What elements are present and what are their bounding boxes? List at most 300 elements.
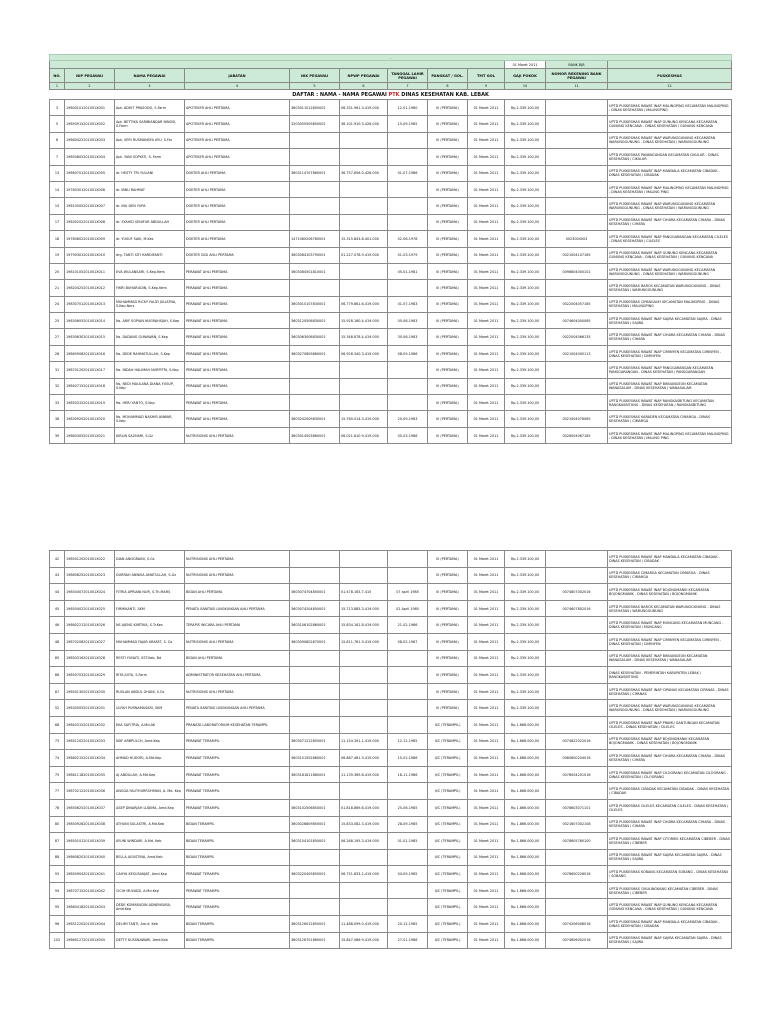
- column-number: 7: [388, 83, 428, 90]
- table-row: [50, 231, 732, 247]
- table-cell: 0021607002108: [546, 816, 608, 833]
- table-cell: 0021004000113: [546, 345, 608, 361]
- table-cell: [546, 650, 608, 667]
- table-row: [50, 100, 732, 116]
- table-cell: PERAWAT AHLI PERTAMA: [185, 280, 290, 296]
- table-cell: 3603084103790001: [290, 247, 340, 263]
- column-header: TANGGAL LAHIR PEGAWAI: [388, 69, 428, 83]
- table-cell: [290, 362, 340, 378]
- table-cell: Ns. HERI YANTO, S.Kep: [115, 395, 185, 411]
- table-cell: PERAWAT TERAMPIL: [185, 899, 290, 916]
- table-cell: 01 Maret 2011: [468, 683, 505, 700]
- table-cell: 20-12-1985: [388, 916, 428, 933]
- table-cell: 19780301201001X006: [65, 181, 115, 197]
- table-cell: 12-01-1980: [388, 100, 428, 116]
- table-cell: Rp.2.339.100,00: [505, 427, 546, 443]
- table-cell: DIAN ANGGRAINI, S.Gz: [115, 551, 185, 568]
- table-cell: [290, 650, 340, 667]
- table-cell: 87: [50, 833, 65, 850]
- column-number: 6: [340, 83, 388, 90]
- table-cell: II/C (TERAMPIL): [428, 833, 468, 850]
- table-cell: 01 Maret 2011: [468, 395, 505, 411]
- table-cell: [388, 783, 428, 800]
- table-cell: 19870208201001X027: [65, 633, 115, 650]
- table-cell: 3603106102860001: [290, 617, 340, 634]
- table-cell: 06.887.481.3-419.000: [340, 750, 388, 767]
- table-cell: dr. IBNU RAHMAT: [115, 181, 185, 197]
- column-header: NAMA PEGAWAI: [115, 69, 185, 83]
- table-cell: 19840315201001X032: [65, 716, 115, 733]
- table-cell: 3603090802870001: [290, 633, 340, 650]
- table-cell: [290, 181, 340, 197]
- table-cell: UPTD PUSKESMAS RAWAT INAP MANDALA KECAMATAN CIBADAK - DINAS KESEHATAN / CIBADAK: [608, 551, 732, 568]
- table-cell: 19850928201001X038: [65, 816, 115, 833]
- table-cell: UPTD PUSKESMAS RAWAT INAP MUNCANG KECAMATAN MUNCANG - DINAS KESEHATAN / MUNCANG: [608, 617, 732, 634]
- table-cell: 0078004201016: [546, 766, 608, 783]
- table-cell: 11.139.369.8-419.000: [340, 766, 388, 783]
- table-cell: 3603014503860001: [290, 427, 340, 443]
- column-number: 8: [428, 83, 468, 90]
- table-cell: [388, 849, 428, 866]
- table-cell: 19800101201001X001: [65, 100, 115, 116]
- table-cell: [340, 899, 388, 916]
- table-cell: 3603270809860001: [290, 345, 340, 361]
- table-cell: PERAWAT TERAMPIL: [185, 882, 290, 899]
- table-cell: III (PERTAMA): [428, 198, 468, 214]
- table-cell: [290, 667, 340, 684]
- table-cell: [546, 667, 608, 684]
- table-cell: 01 Maret 2011: [468, 866, 505, 883]
- table-cell: UPTD PUSKESMAS RAWAT INAP SAJIRA KECAMATAN SAJIRA - DINAS KESEHATAN / SAJIRA: [608, 313, 732, 329]
- table-cell: Rp.2.339.100,00: [505, 313, 546, 329]
- table-cell: 85: [50, 650, 65, 667]
- table-cell: TERAPIS WICARA AHLI PERTAMA: [185, 617, 290, 634]
- table-cell: [546, 551, 608, 568]
- table-cell: II/C (TERAMPIL): [428, 816, 468, 833]
- table-cell: Rp.1.866.000,00: [505, 716, 546, 733]
- table-cell: Rp.2.339.100,00: [505, 116, 546, 132]
- table-cell: UPTD PUSKESMAS PANANCANGAN KECAMATAN CIKULUR - DINAS KESEHATAN / CIKULUR: [608, 149, 732, 165]
- table-cell: [388, 716, 428, 733]
- table-cell: UPTD PUSKESMAS CILELES KECAMATAN CILELES - DINAS KESEHATAN / CILELES: [608, 799, 732, 816]
- table-cell: [388, 198, 428, 214]
- table-cell: III (PERTAMA): [428, 617, 468, 634]
- table-cell: NUTRISIONIS AHLI PERTAMA: [185, 633, 290, 650]
- table-cell: III (PERTAMA): [428, 667, 468, 684]
- table-cell: 0078605760100: [546, 833, 608, 850]
- table-cell: [546, 149, 608, 165]
- table-cell: 15.847.086.9-419.000: [340, 932, 388, 949]
- table-cell: 01 Maret 2011: [468, 833, 505, 850]
- table-cell: DETTY KUSSNAWARI, Amd.Keb: [115, 932, 185, 949]
- table-cell: 19850315201001X019: [65, 395, 115, 411]
- top-rows: [50, 100, 732, 444]
- table-row: [50, 750, 732, 767]
- table-cell: PENATA SANITASI LINGKUNGAN AHLI PERTAMA: [185, 700, 290, 717]
- table-cell: 19830605201001X014: [65, 313, 115, 329]
- table-row: [50, 395, 732, 411]
- table-cell: DEDE KOMARUDIN ADNENSURA, Amd.Kep: [115, 899, 185, 916]
- table-cell: PERAWAT AHLI PERTAMA: [185, 296, 290, 312]
- table-cell: III (PERTAMA): [428, 345, 468, 361]
- table-cell: 94: [50, 882, 65, 899]
- table-cell: [290, 149, 340, 165]
- column-header: NOMOR REKENING BANK PEGAWAI: [546, 69, 608, 83]
- table-cell: Rp.2.339.100,00: [505, 181, 546, 197]
- table-cell: Rp.1.866.000,00: [505, 899, 546, 916]
- sheet-grid: [49, 550, 732, 949]
- table-cell: 01 Maret 2011: [468, 799, 505, 816]
- table-cell: 01 Maret 2011: [468, 932, 505, 949]
- table-cell: UPTD PUSKESMAS RAWAT INAP SAJIRA KECAMATAN SAJIRA - DINAS KESEHATAN / SAJIRA: [608, 932, 732, 949]
- table-cell: ATHUNI SULASTRI, A.Md.Keb: [115, 816, 185, 833]
- table-cell: Rp.2.339.100,00: [505, 584, 546, 601]
- table-cell: NDF ARBPULCH, Amd.Kep: [115, 733, 185, 750]
- table-cell: Ns. DADANG GUNAWAN, S.Kep: [115, 329, 185, 345]
- table-cell: 24: [50, 296, 65, 312]
- table-cell: BIDAN TERAMPIL: [185, 816, 290, 833]
- table-cell: BIDAN TERAMPIL: [185, 932, 290, 949]
- table-cell: UPTD PUSKESMAS RAWAT INAP PRAMU GANTUNGAN KECAMATAN CILELES - DINAS KESEHATAN / CILELES: [608, 716, 732, 733]
- table-row: [50, 617, 732, 634]
- table-cell: UPTD PUSKESMAS RAWAT INAP MALINGPING KECAMATAN MALINGPING - DINAS KESEHATAN / MALING PING: [608, 181, 732, 197]
- table-cell: 05-06-1983: [388, 313, 428, 329]
- table-cell: III (PERTAMA): [428, 214, 468, 230]
- header-dot: -: [50, 55, 732, 61]
- table-cell: PERAWAT TERAMPIL: [185, 750, 290, 767]
- table-row: [50, 716, 732, 733]
- table-cell: 19860908201001X016: [65, 345, 115, 361]
- table-cell: [340, 280, 388, 296]
- table-cell: 04-09-1985: [388, 866, 428, 883]
- table-cell: 01 Maret 2011: [468, 263, 505, 279]
- table-cell: 3603102506850001: [290, 799, 340, 816]
- table-row: [50, 263, 732, 279]
- table-cell: PERAWAT TERAMPIL: [185, 799, 290, 816]
- table-cell: [546, 683, 608, 700]
- table-cell: UPTD PUSKESMAS RAWAT INAP BOJONGMANIK KECAMATAN BOJONGMANIK - DINAS KESEHATAN / BOJONGMANIK: [608, 584, 732, 601]
- table-cell: 3603120506830001: [290, 313, 340, 329]
- table-cell: [546, 783, 608, 800]
- table-cell: APOTEKER AHLI PERTAMA: [185, 149, 290, 165]
- table-cell: PERAWAT AHLI PERTAMA: [185, 329, 290, 345]
- table-cell: [546, 378, 608, 394]
- table-cell: [340, 650, 388, 667]
- table-row: [50, 181, 732, 197]
- table-cell: 01-01-1985: [388, 833, 428, 850]
- table-cell: III (PERTAMA): [428, 100, 468, 116]
- table-cell: [340, 362, 388, 378]
- table-cell: 19850316201001X028: [65, 650, 115, 667]
- table-cell: drg. TANTI SITI HARDIYANTI: [115, 247, 185, 263]
- table-cell: 01 Maret 2011: [468, 100, 505, 116]
- table-cell: 25-06-1985: [388, 799, 428, 816]
- table-cell: PERAWAT AHLI PERTAMA: [185, 313, 290, 329]
- table-cell: III (PERTAMA): [428, 411, 468, 427]
- table-cell: 86: [50, 667, 65, 684]
- table-cell: 3: [50, 100, 65, 116]
- table-cell: 02 April 1985: [388, 600, 428, 617]
- table-cell: 7: [50, 149, 65, 165]
- table-cell: 15-02-1986: [388, 750, 428, 767]
- table-cell: [546, 716, 608, 733]
- table-row: [50, 600, 732, 617]
- table-cell: [546, 899, 608, 916]
- column-header: NIK PEGAWAI: [290, 69, 340, 83]
- table-cell: [340, 149, 388, 165]
- table-cell: [388, 214, 428, 230]
- table-cell: [546, 214, 608, 230]
- table-row: [50, 362, 732, 378]
- table-cell: PERAWAT TERAMPIL: [185, 866, 290, 883]
- table-cell: 19790301201001X010: [65, 247, 115, 263]
- table-cell: 19840715201001X018: [65, 378, 115, 394]
- table-cell: UPTD PUSKESMAS RAWAT INAP WARUNGGUNUNG KECAMATAN WARUNGGUNUNG - DINAS KESEHATAN / WARUNGGUNUNG: [608, 198, 732, 214]
- table-cell: 102: [50, 932, 65, 949]
- table-row: [50, 766, 732, 783]
- column-number: 5: [290, 83, 340, 90]
- table-cell: UPTD PUSKESMAS RAWAT INAP MANDALA KECAMATAN CIBADAK - DINAS KESEHATAN / CIBADAK: [608, 165, 732, 181]
- table-cell: 0022004066135: [546, 329, 608, 345]
- table-cell: [340, 132, 388, 148]
- table-cell: 19860221201001X026: [65, 617, 115, 634]
- table-cell: PERAWAT AHLI PERTAMA: [185, 378, 290, 394]
- table-cell: [546, 100, 608, 116]
- table-cell: II/C (TERAMPIL): [428, 733, 468, 750]
- table-cell: 39: [50, 427, 65, 443]
- table-cell: III (PERTAMA): [428, 313, 468, 329]
- table-cell: [290, 567, 340, 584]
- table-cell: [546, 181, 608, 197]
- table-cell: 19830920201001X020: [65, 411, 115, 427]
- table-cell: [340, 783, 388, 800]
- table-cell: RITA JUITA, S.Farm: [115, 667, 185, 684]
- table-cell: Apt. YANI SOPYATI, S. Farm: [115, 149, 185, 165]
- table-cell: RESTI YUNATI, SST.Keb, Bd: [115, 650, 185, 667]
- table-cell: 01 Maret 2011: [468, 231, 505, 247]
- table-cell: 15.834.161.8-419.000: [340, 617, 388, 634]
- table-cell: II/C (TERAMPIL): [428, 882, 468, 899]
- table-cell: 11.488.099.0-419.000: [340, 916, 388, 933]
- header-date-row: [50, 61, 732, 69]
- table-cell: [388, 882, 428, 899]
- table-cell: PRANATA LABORATORIUM KESEHATAN TERAMPIL: [185, 716, 290, 733]
- table-cell: UPTD PUSKESMAS RAWAT INAP RANGKASBITUNG KECAMATAN RANGKASBITUNG - DINAS KESEHATAN / RANGKASBITUNG: [608, 395, 732, 411]
- table-cell: UPTD PUSKESMAS RAWAT INAP WARUNGGUNUNG KECAMATAN WARUNGGUNUNG - DINAS KESEHATAN / WARUNGGUNUNG: [608, 700, 732, 717]
- table-cell: EKA SAFITRIA, A.Md.AK: [115, 716, 185, 733]
- table-cell: BELLA AGUSTINA, Amd.Keb: [115, 849, 185, 866]
- table-cell: 3603126701860001: [290, 932, 340, 949]
- table-cell: 15.315.843.8-401.000: [340, 231, 388, 247]
- table-row: [50, 345, 732, 361]
- table-cell: III (PERTAMA): [428, 296, 468, 312]
- table-cell: III (PERTAMA): [428, 280, 468, 296]
- table-cell: 01 Maret 2011: [468, 247, 505, 263]
- table-cell: 19850703201001X029: [65, 667, 115, 684]
- table-cell: UPTD PUSKESMAS CIPANGAUH KECAMATAN MALINGPING - DINAS KESEHATAN / MALINGPING: [608, 296, 732, 312]
- table-cell: [546, 633, 608, 650]
- table-cell: 19850915201001X002: [65, 116, 115, 132]
- table-row: [50, 427, 732, 443]
- table-cell: dr. SYAHID SENIFUR ABDULLAH: [115, 214, 185, 230]
- table-cell: [290, 198, 340, 214]
- table-cell: II/C (TERAMPIL): [428, 916, 468, 933]
- table-cell: UPTD PUSKESMAS RAWAT INAP CIHARA KECAMATAN CIHARA - DINAS KESEHATAN / CIHARA: [608, 329, 732, 345]
- employee-table-top: [49, 54, 731, 444]
- column-number-row: [50, 83, 732, 90]
- table-cell: 19860418201001X043: [65, 899, 115, 916]
- table-row: [50, 866, 732, 883]
- table-row: [50, 650, 732, 667]
- table-cell: 15.348.878.4-419.000: [340, 329, 388, 345]
- table-cell: III (PERTAMA): [428, 263, 468, 279]
- table-cell: III (PERTAMA): [428, 181, 468, 197]
- table-cell: 43: [50, 567, 65, 584]
- table-cell: 46: [50, 617, 65, 634]
- table-cell: 15: [50, 198, 65, 214]
- table-cell: AJ ABDILLAH, A.Md.Kep: [115, 766, 185, 783]
- table-cell: PERAWAT TERAMPIL: [185, 766, 290, 783]
- table-cell: Rp.2.339.100,00: [505, 378, 546, 394]
- table-cell: BIDAN AHLI PERTAMA: [185, 584, 290, 601]
- table-cell: Rp.1.866.000,00: [505, 932, 546, 949]
- table-cell: 38: [50, 411, 65, 427]
- table-cell: Rp.1.866.000,00: [505, 733, 546, 750]
- table-cell: III (PERTAMA): [428, 362, 468, 378]
- table-cell: Rp.2.339.100,00: [505, 600, 546, 617]
- table-cell: [340, 198, 388, 214]
- table-cell: Rp.2.339.100,00: [505, 132, 546, 148]
- table-cell: 3203055509850002: [290, 116, 340, 132]
- table-cell: III (PERTAMA): [428, 395, 468, 411]
- table-cell: III (PERTAMA): [428, 567, 468, 584]
- table-cell: Rp.1.866.000,00: [505, 849, 546, 866]
- table-cell: UPTD PUSKESMAS BAROS KECAMATAN WARUNGGUNUNG - DINAS KESEHATAN / WARUNGGUNUNG: [608, 600, 732, 617]
- table-cell: 19850130201001X030: [65, 683, 115, 700]
- table-cell: RUSLAN ABDUL GHANI, S.Gz: [115, 683, 185, 700]
- table-cell: [546, 132, 608, 148]
- table-cell: 01 Maret 2011: [468, 633, 505, 650]
- table-cell: 3603026809850001: [290, 816, 340, 833]
- table-cell: Ns. NEDI MAULANA DIANA YUSUP, S.Kep: [115, 378, 185, 394]
- table-cell: Ns. MOHAMMAD NASHIR ANWAR, S.Kep: [115, 411, 185, 427]
- table-cell: 20: [50, 263, 65, 279]
- table-cell: 3603126012850001: [290, 916, 340, 933]
- column-number: 10: [505, 83, 546, 90]
- title-suffix: DINAS KESEHATAN KAB. LEBAK: [401, 91, 489, 98]
- table-cell: 87: [50, 683, 65, 700]
- table-cell: 88: [50, 849, 65, 866]
- table-cell: UPTD PUSKESMAS CIBADAK KECAMATAN CIBADAK - DINAS KESEHATAN / CIBADAK: [608, 783, 732, 800]
- column-header: PANGKAT / GOL.: [428, 69, 468, 83]
- table-cell: 30-06-1983: [388, 329, 428, 345]
- table-cell: 08-09-1986: [388, 345, 428, 361]
- table-cell: 0080800204016: [546, 750, 608, 767]
- table-cell: UPTD PUSKESMAS KOBANG KECAMATAN SOBANG - DINAS KESEHATAN / SOBANG: [608, 866, 732, 883]
- table-row: [50, 551, 732, 568]
- table-cell: Rp.1.866.000,00: [505, 866, 546, 883]
- table-cell: 3603181811860001: [290, 766, 340, 783]
- table-cell: 32: [50, 378, 65, 394]
- table-cell: Rp.2.339.100,00: [505, 667, 546, 684]
- table-cell: II/C (TERAMPIL): [428, 716, 468, 733]
- table-cell: 28-09-1985: [388, 816, 428, 833]
- table-cell: 01 Maret 2011: [468, 378, 505, 394]
- table-cell: 12-12-1985: [388, 733, 428, 750]
- table-cell: UPTD PUSKESMAS RAWAT INAP GUNUNG KENCANA KECAMATAN GUNUNG KENCANA - DINAS KESEHATAN / GUNUNG KENCANA: [608, 899, 732, 916]
- column-header: NIP PEGAWAI: [65, 69, 115, 83]
- table-row: [50, 700, 732, 717]
- table-cell: FIRMIKANTI, SKM: [115, 600, 185, 617]
- table-cell: 01 Maret 2011: [468, 617, 505, 634]
- table-cell: DURRAH ANNISA AMATULLAH, S.Gz: [115, 567, 185, 584]
- table-cell: 01 Maret 2011: [468, 600, 505, 617]
- table-cell: [340, 683, 388, 700]
- table-cell: 19860305201001X021: [65, 427, 115, 443]
- table-cell: ULFAH PURNAMASARI, SKM: [115, 700, 185, 717]
- table-cell: PENATA SANITASI LINGKUNGAN AHLI PERTAMA: [185, 600, 290, 617]
- table-cell: 31: [50, 362, 65, 378]
- table-cell: [388, 378, 428, 394]
- table-cell: UPTD PUSKESMAS RAWAT INAP MALINGPING KECAMATAN MALINGPING - DINAS KESEHATAN / MALINGPING: [608, 100, 732, 116]
- table-cell: 01 Maret 2011: [468, 716, 505, 733]
- table-cell: [546, 882, 608, 899]
- table-cell: 21: [50, 280, 65, 296]
- table-row: [50, 783, 732, 800]
- table-cell: Rp.1.866.000,00: [505, 882, 546, 899]
- table-cell: III (PERTAMA): [428, 700, 468, 717]
- table-row: [50, 247, 732, 263]
- table-cell: 19810505201001X007: [65, 198, 115, 214]
- table-cell: [340, 214, 388, 230]
- table-cell: 11.154.391.1-419.000: [340, 733, 388, 750]
- table-cell: 42: [50, 551, 65, 568]
- table-cell: III (PERTAMA): [428, 149, 468, 165]
- table-cell: Rp.2.339.100,00: [505, 296, 546, 312]
- table-cell: [388, 551, 428, 568]
- table-cell: 01 Maret 2011: [468, 165, 505, 181]
- table-cell: [290, 849, 340, 866]
- table-cell: 01 Maret 2011: [468, 816, 505, 833]
- table-cell: Rp.1.866.000,00: [505, 916, 546, 933]
- table-cell: III (PERTAMA): [428, 231, 468, 247]
- table-cell: 0074606002016: [546, 932, 608, 949]
- table-cell: UPTD PUSKESMAS RAWAT INAP WARUNGGUNUNG KECAMATAN WARUNGGUNUNG - DINAS KESEHATAN / WARUNGGUNUNG: [608, 132, 732, 148]
- table-cell: 01 Maret 2011: [468, 329, 505, 345]
- table-cell: Rp.1.866.000,00: [505, 833, 546, 850]
- table-cell: BIDAN TERAMPIL: [185, 916, 290, 933]
- table-cell: [340, 181, 388, 197]
- table-cell: 15.760.014.3-419.000: [340, 411, 388, 427]
- table-cell: [340, 263, 388, 279]
- column-header: TMT GOL: [468, 69, 505, 83]
- table-cell: 01 Maret 2011: [468, 149, 505, 165]
- table-cell: Ns. ARIF SOPIAN NUGRAHSJAH, S.Kep: [115, 313, 185, 329]
- table-row: [50, 733, 732, 750]
- table-cell: APOTEKER AHLI PERTAMA: [185, 132, 290, 148]
- table-cell: Rp.2.339.100,00: [505, 214, 546, 230]
- table-cell: 6: [50, 132, 65, 148]
- table-cell: 06.928.340.3-419.000: [340, 345, 388, 361]
- table-cell: 0074822022016: [546, 733, 608, 750]
- table-cell: [290, 214, 340, 230]
- table-cell: Rp.2.339.100,00: [505, 567, 546, 584]
- table-cell: 19860215201001X034: [65, 750, 115, 767]
- table-cell: II/C (TERAMPIL): [428, 766, 468, 783]
- table-cell: NUTRISIONIS AHLI PERTAMA: [185, 567, 290, 584]
- table-cell: UPTD PUSKESMAS RAWAT INAP PANGGARANGAN KECAMATAN PANGGARANGAN - DINAS KESEHATAN / PANGGARANGAN: [608, 362, 732, 378]
- table-cell: 0078603071101: [546, 799, 608, 816]
